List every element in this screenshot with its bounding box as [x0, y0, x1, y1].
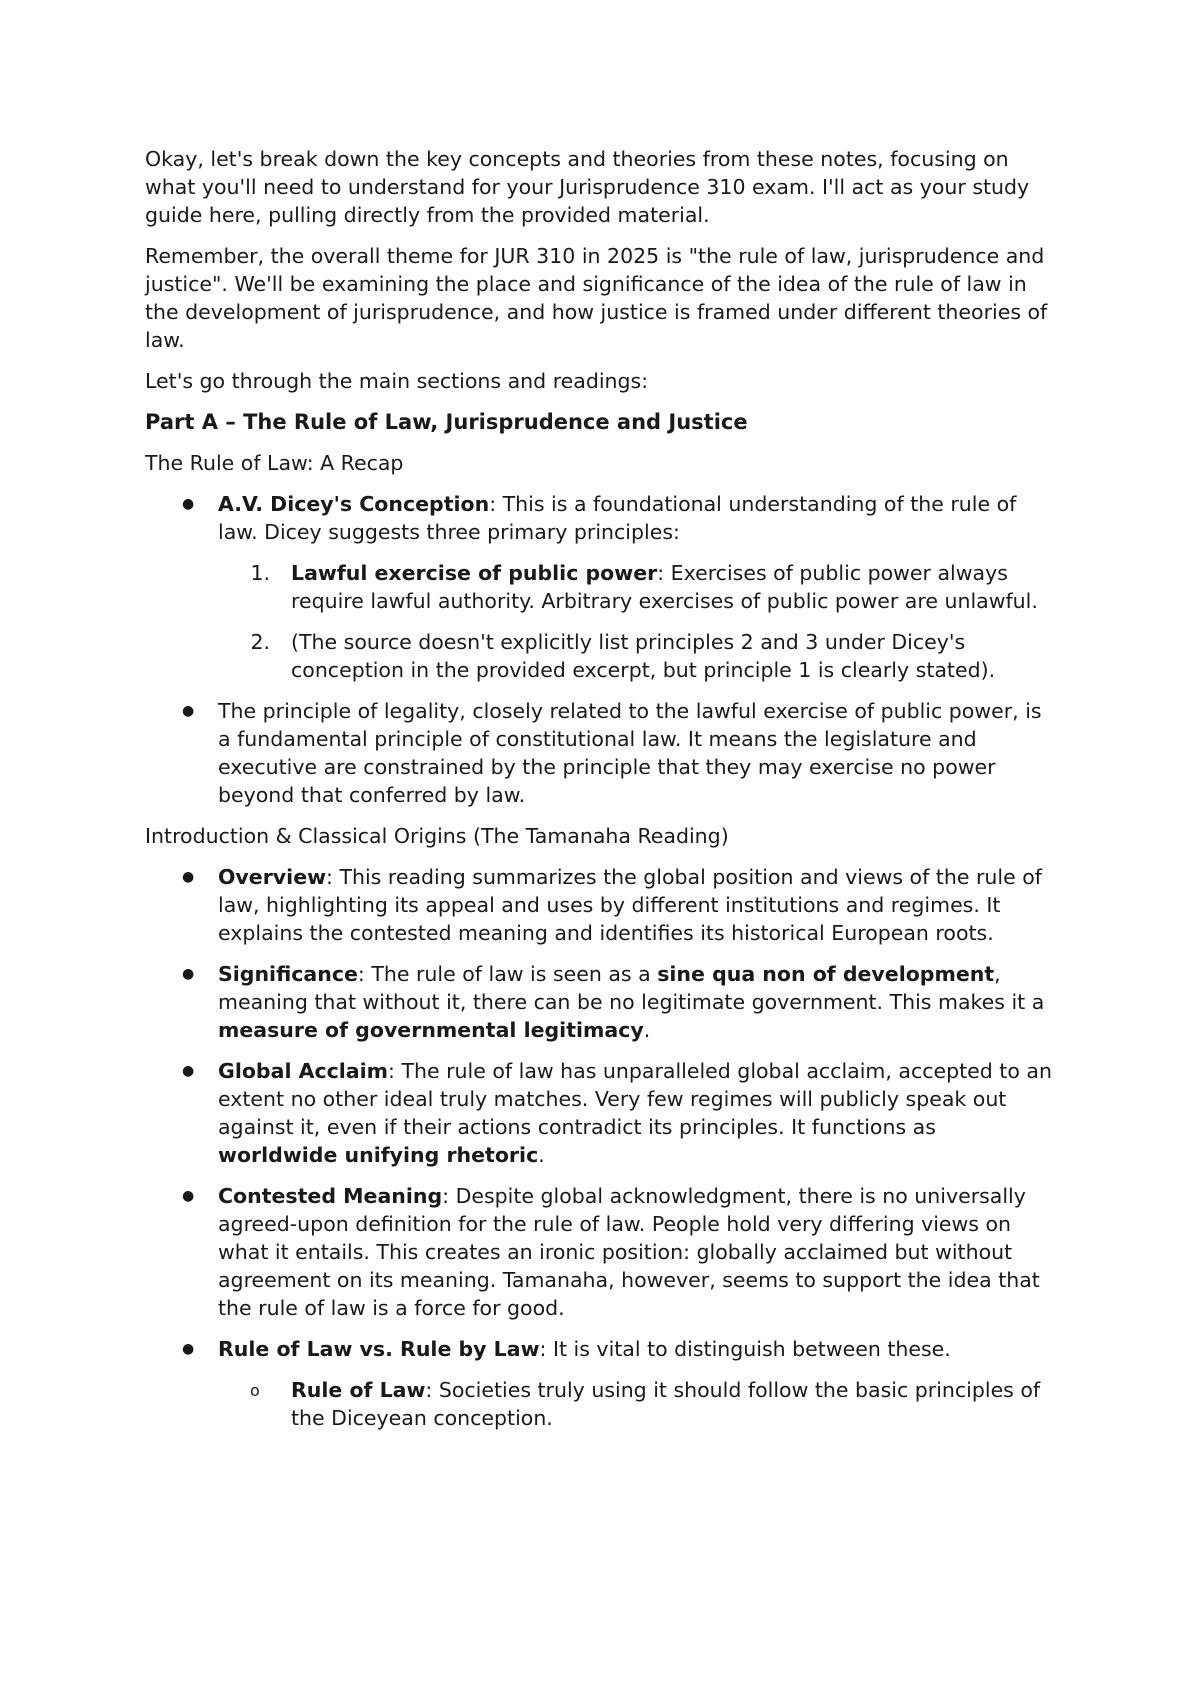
significance-text-2: , meaning that without it, there can be no legitimate government. This makes it a	[218, 962, 1045, 1014]
bullet-overview	[145, 863, 1060, 947]
recap-subheading: The Rule of Law: A Recap	[145, 451, 404, 475]
dicey-principles-list	[218, 559, 1060, 684]
bullet-global-acclaim	[145, 1057, 1060, 1169]
principle-text: : Exercises of public power always require lawful authority. Arbitrary exercises of public power are unlawful.	[291, 561, 1038, 613]
principle-text: (The source doesn't explicitly list principles 2 and 3 under Dicey's conception in the provided excerpt, but principle 1 is clearly stated).	[291, 630, 996, 682]
acclaim-text-1: : The rule of law has unparalleled global acclaim, accepted to an extent no other ideal truly matches. Very few regimes will publicly speak out against it, even if their actions contradict its principles. It functions as	[218, 1059, 1052, 1139]
principle-item	[218, 559, 1060, 615]
bullet-icon: ●	[182, 869, 195, 885]
bullet-icon: ●	[182, 1188, 195, 1204]
tamanaha-subheading: Introduction & Classical Origins (The Tamanaha Reading)	[145, 824, 729, 848]
sub-bullet-rule-of-law	[218, 1376, 1060, 1432]
intro-paragraph-3: Let's go through the main sections and readings:	[145, 369, 649, 393]
intro-paragraph-2: Remember, the overall theme for JUR 310 in 2025 is "the rule of law, jurisprudence and justice". We'll be examining the place and significance of the idea of the rule of law in the development of jurisprudence, and how justice is framed under different theories of law.	[145, 244, 1048, 352]
principle-title: Lawful exercise of public power	[291, 561, 658, 585]
bullet-dicey	[145, 490, 1060, 684]
significance-bold-1: sine qua non of development	[657, 962, 995, 986]
vs-text: : It is vital to distinguish between these.	[539, 1337, 951, 1361]
bullet-icon: ●	[182, 966, 195, 982]
principle-number: 2.	[250, 630, 270, 654]
bullet-legality	[145, 697, 1060, 809]
principle-item	[218, 628, 1060, 684]
bullet-significance	[145, 960, 1060, 1044]
vs-title: Rule of Law vs. Rule by Law	[218, 1337, 540, 1361]
acclaim-title: Global Acclaim	[218, 1059, 389, 1083]
bullet-icon: ●	[182, 1063, 195, 1079]
part-a-heading: Part A – The Rule of Law, Jurisprudence and Justice	[145, 410, 748, 434]
tamanaha-bullet-list	[145, 863, 1060, 1432]
bullet-icon: ●	[182, 496, 195, 512]
significance-bold-2: measure of governmental legitimacy	[218, 1018, 644, 1042]
overview-text: : This reading summarizes the global position and views of the rule of law, highlighting its appeal and uses by different institutions and regimes. It explains the contested meaning and identifies its historical European roots.	[218, 865, 1042, 945]
legality-text: The principle of legality, closely related to the lawful exercise of public power, is a fundamental principle of constitutional law. It means the legislature and executive are constrained by the principle that they may exercise no power beyond that conferred by law.	[218, 699, 1042, 807]
dicey-text: : This is a foundational understanding of the rule of law. Dicey suggests three primary principles:	[218, 492, 1017, 544]
overview-title: Overview	[218, 865, 327, 889]
dicey-title: A.V. Dicey's Conception	[218, 492, 490, 516]
contested-title: Contested Meaning	[218, 1184, 443, 1208]
bullet-contested-meaning	[145, 1182, 1060, 1322]
intro-paragraph-1: Okay, let's break down the key concepts and theories from these notes, focusing on what you'll need to understand for your Jurisprudence 310 exam. I'll act as your study guide here, pulling directly from the provided material.	[145, 147, 1030, 227]
bullet-icon: ●	[182, 1341, 195, 1357]
vs-sub-list	[218, 1376, 1060, 1432]
sub-rule-of-law-title: Rule of Law	[291, 1378, 426, 1402]
significance-text-3: .	[643, 1018, 651, 1042]
significance-text-1: : The rule of law is seen as a	[357, 962, 658, 986]
bullet-rule-of-law-vs-rule-by-law	[145, 1335, 1060, 1432]
significance-title: Significance	[218, 962, 358, 986]
principle-number: 1.	[250, 561, 270, 585]
acclaim-bold-1: worldwide unifying rhetoric	[218, 1143, 539, 1167]
sub-rule-of-law-text: : Societies truly using it should follow the basic principles of the Diceyean conception.	[291, 1378, 1041, 1430]
recap-bullet-list	[145, 490, 1060, 809]
acclaim-text-2: .	[538, 1143, 545, 1167]
contested-text: : Despite global acknowledgment, there is no universally agreed-upon definition for the rule of law. People hold very differing views on what it entails. This creates an ironic position: globally acclaimed but without agreement on its meaning. Tamanaha, however, seems to support the idea that the rule of law is a force for good.	[218, 1184, 1040, 1320]
circle-bullet-icon: o	[250, 1381, 260, 1400]
bullet-icon: ●	[182, 703, 195, 719]
